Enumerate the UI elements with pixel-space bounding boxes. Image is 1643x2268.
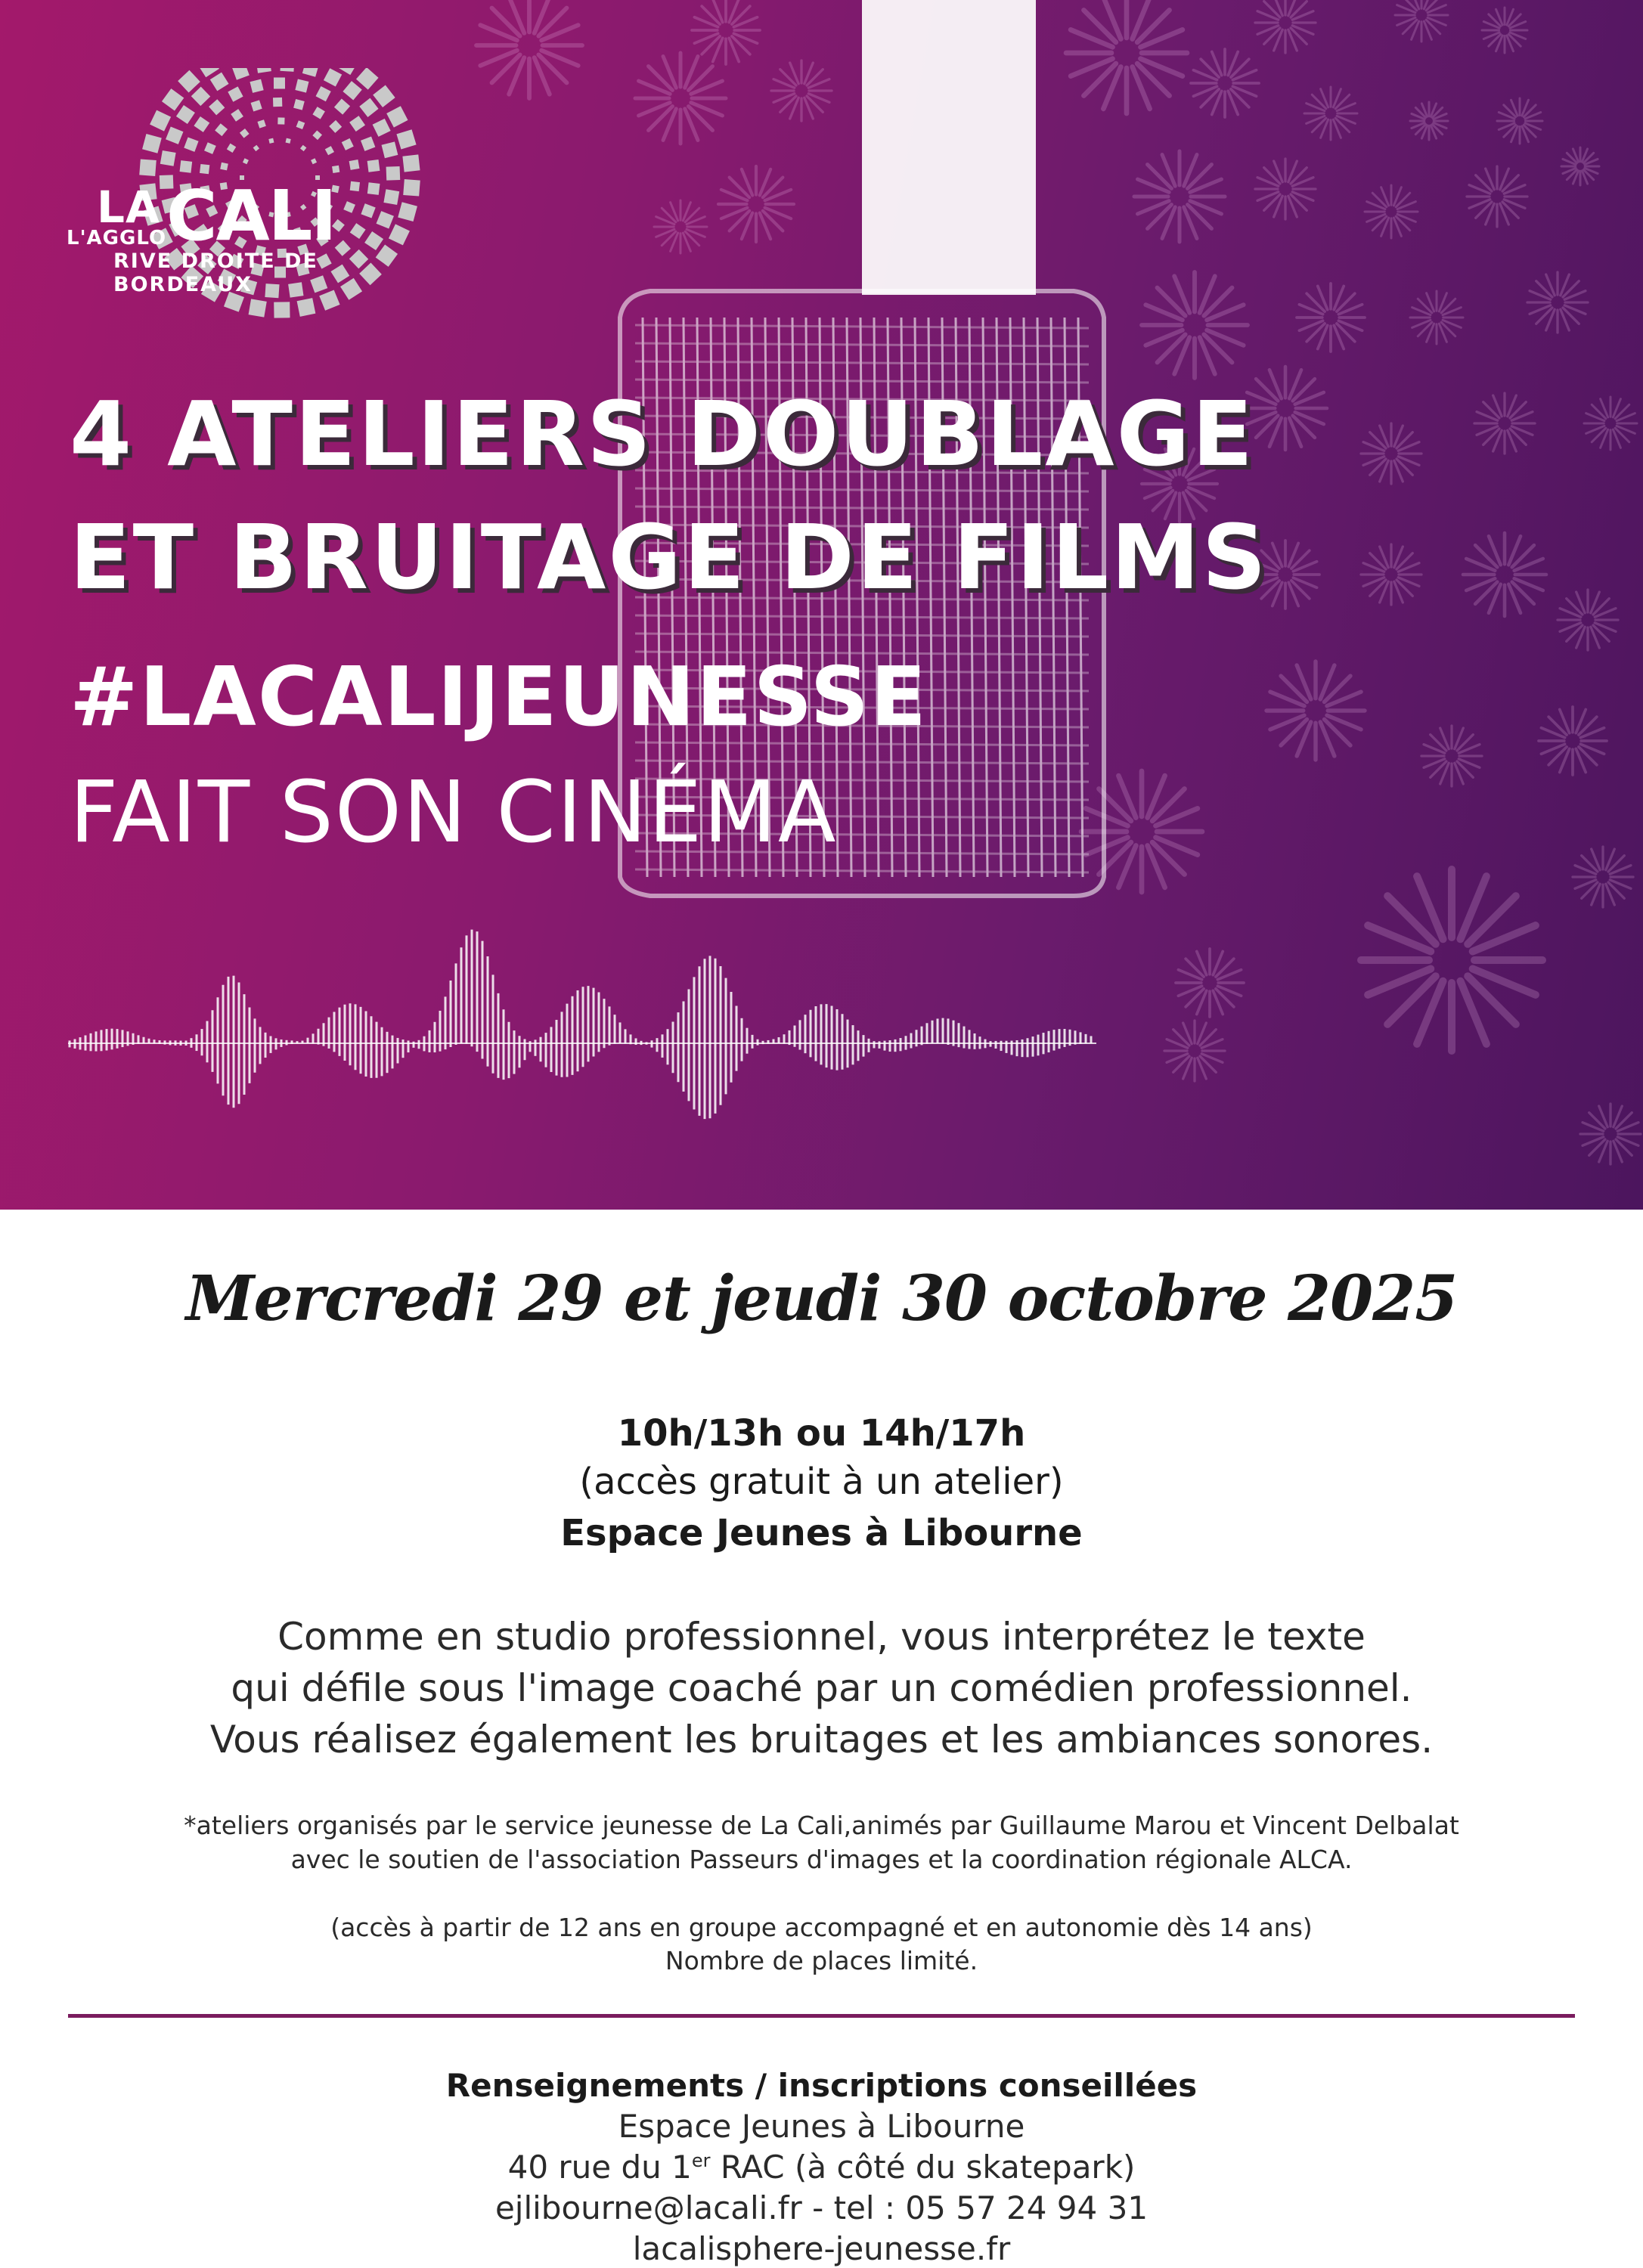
logo-cali-text: CALI — [166, 175, 336, 256]
headline-line-2: ET BRUITAGE DE FILMS — [70, 505, 1269, 609]
address-superscript: er — [691, 2150, 711, 2171]
address-part: RAC (à côté du skatepark) — [710, 2149, 1136, 2186]
logo-agglo-text: L'AGGLO — [67, 227, 167, 249]
note-line: (accès à partir de 12 ans en groupe accompagné et en autonomie dès 14 ans) — [330, 1913, 1313, 1942]
contact-email-phone[interactable]: ejlibourne@lacali.fr - tel : 05 57 24 94 31 — [494, 2189, 1149, 2226]
description-line: Comme en studio professionnel, vous interprétez le texte — [277, 1615, 1366, 1659]
contact-address — [0, 2149, 1643, 2186]
hashtag: #LACALIJEUNESSE — [70, 650, 928, 745]
sound-wave — [70, 930, 1091, 1119]
event-place: Espace Jeunes à Libourne — [560, 1512, 1083, 1554]
logo-la-text: LA — [97, 181, 160, 233]
event-hours: 10h/13h ou 14h/17h — [617, 1412, 1026, 1455]
divider — [68, 2014, 1575, 2018]
address-part: 40 rue du 1 — [507, 2149, 692, 2186]
event-access: (accès gratuit à un atelier) — [579, 1461, 1064, 1503]
contact-website-link[interactable]: lacalisphere-jeunesse.fr — [632, 2230, 1011, 2267]
contact-place: Espace Jeunes à Libourne — [618, 2108, 1025, 2145]
event-date: Mercredi 29 et jeudi 30 octobre 2025 — [185, 1263, 1458, 1335]
headline-line-1: 4 ATELIERS DOUBLAGE — [70, 382, 1256, 486]
note-line: Nombre de places limité. — [665, 1946, 978, 1975]
description-line: qui défile sous l'image coaché par un comédien professionnel. — [231, 1666, 1412, 1710]
headline-subtitle: FAIT SON CINÉMA — [70, 764, 838, 862]
note-line: avec le soutien de l'association Passeurs d'images et la coordination régionale ALCA. — [290, 1845, 1353, 1874]
la-cali-logo — [60, 68, 454, 325]
note-line: *ateliers organisés par le service jeunesse de La Cali,animés par Guillaume Marou et Vincent Delbalat — [184, 1811, 1459, 1840]
logo-tagline: RIVE DROITE DE BORDEAUX — [113, 249, 318, 296]
description-line: Vous réalisez également les bruitages et les ambiances sonores. — [209, 1718, 1434, 1761]
contact-title: Renseignements / inscriptions conseillées — [445, 2067, 1198, 2104]
